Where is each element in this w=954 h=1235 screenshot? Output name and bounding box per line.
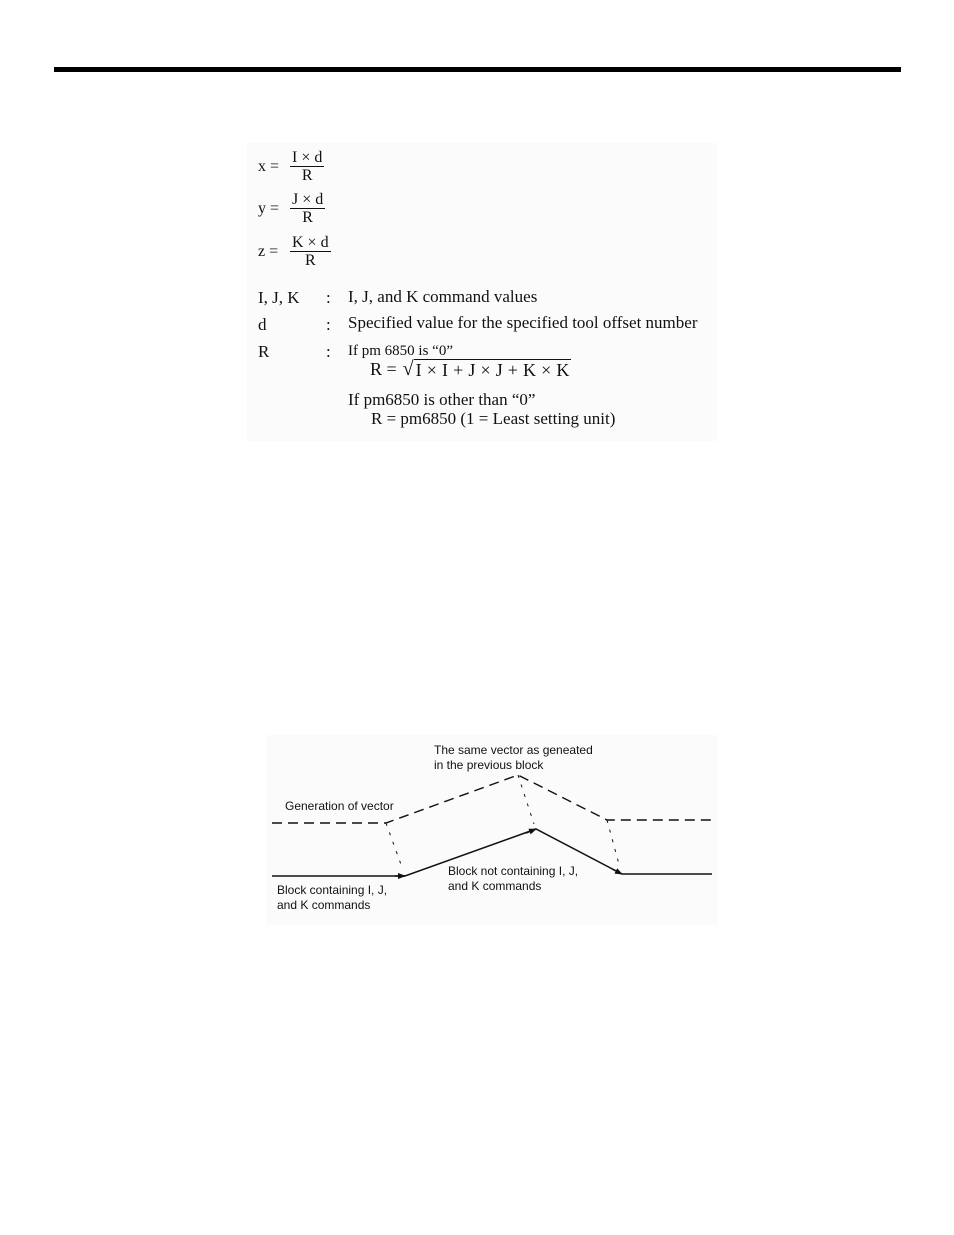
arrow-head bbox=[612, 869, 622, 874]
definition-desc-ijk: I, J, and K command values bbox=[348, 287, 538, 306]
label-block-not-1: Block not containing I, J, bbox=[448, 864, 579, 878]
fraction-numerator: K × d bbox=[292, 234, 329, 251]
fraction-denominator: R bbox=[304, 252, 316, 269]
label-block-not-2: and K commands bbox=[448, 879, 542, 893]
fraction-denominator: R bbox=[301, 167, 313, 184]
equation-lhs: x = bbox=[258, 157, 280, 175]
fraction-numerator: I × d bbox=[292, 149, 323, 166]
definition-term-d: d bbox=[258, 315, 267, 334]
definition-r-case2: If pm6850 is other than “0” bbox=[348, 390, 536, 409]
fraction-denominator: R bbox=[302, 209, 313, 226]
label-generation: Generation of vector bbox=[285, 799, 394, 813]
offset-vector-dotted bbox=[518, 775, 534, 824]
arrow-head bbox=[526, 829, 536, 833]
definition-colon: : bbox=[326, 315, 331, 334]
definition-term-r: R bbox=[258, 342, 270, 361]
definition-colon: : bbox=[326, 288, 331, 307]
label-block-containing-1: Block containing I, J, bbox=[277, 883, 388, 897]
label-same-vector-1: The same vector as geneated bbox=[434, 743, 593, 757]
equation-lhs: y = bbox=[258, 199, 280, 217]
definition-term-ijk: I, J, K bbox=[258, 288, 300, 307]
definition-colon: : bbox=[326, 342, 331, 361]
definition-r-case1: If pm 6850 is “0” bbox=[348, 343, 453, 359]
offset-vector-dotted bbox=[607, 820, 620, 868]
equation-lhs: z = bbox=[258, 242, 279, 260]
offset-vector-dotted bbox=[386, 823, 403, 870]
formula-lhs: R = bbox=[370, 359, 397, 379]
fraction-numerator: J × d bbox=[292, 191, 324, 208]
label-block-containing-2: and K commands bbox=[277, 898, 371, 912]
label-same-vector-2: in the previous block bbox=[434, 758, 544, 772]
radical-sign: √ bbox=[402, 358, 414, 380]
radicand: I × I + J × J + K × K bbox=[415, 360, 570, 380]
definition-r-case2-formula: R = pm6850 (1 = Least setting unit) bbox=[371, 409, 616, 428]
definition-desc-d: Specified value for the specified tool offset number bbox=[348, 313, 698, 332]
